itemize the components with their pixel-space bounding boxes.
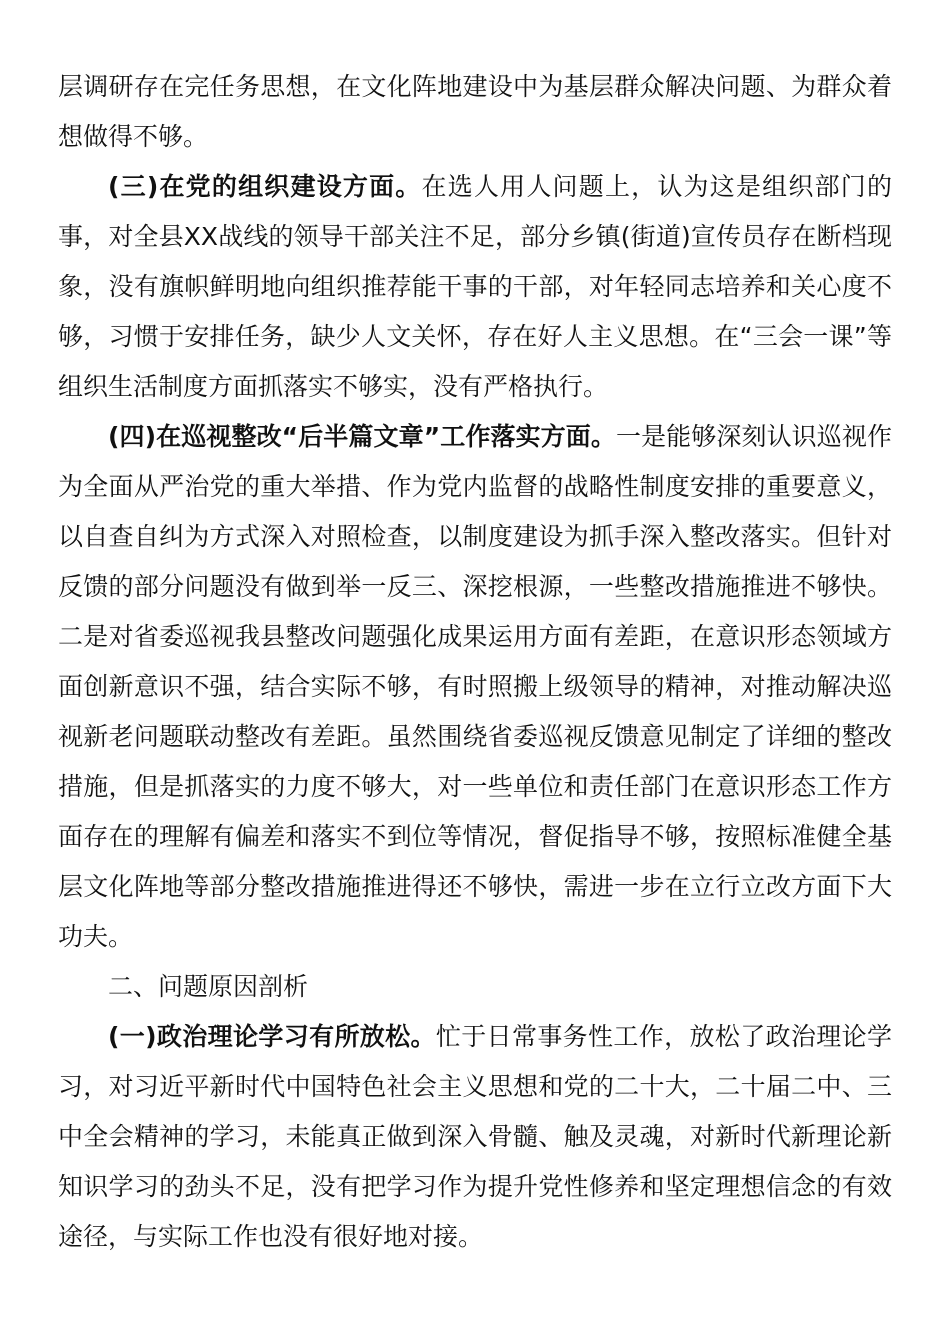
paragraph-body: 在选人用人问题上，认为这是组织部门的事，对全县XX战线的领导干部关注不足，部分乡镇(街道)宣传员存在断档现象，没有旗帜鲜明地向组织推荐能干事的干部，对年轻同志培养和关心度不够，习惯于安排任务，缺少人文关怀，存在好人主义思想。在“三会一课”等组织生活制度方面抓落实不够实，没有严格执行。 [58, 172, 892, 401]
paragraph-political-theory-study [58, 1012, 892, 1262]
paragraph-body: 一是能够深刻认识巡视作为全面从严治党的重大举措、作为党内监督的战略性制度安排的重要意义，以自查自纠为方式深入对照检查，以制度建设为抓手深入整改落实。但针对反馈的部分问题没有做到举一反三、深挖根源，一些整改措施推进不够快。二是对省委巡视我县整改问题强化成果运用方面有差距，在意识形态领域方面创新意识不强，结合实际不够，有时照搬上级领导的精神，对推动解决巡视新老问题联动整改有差距。虽然围绕省委巡视反馈意见制定了详细的整改措施，但是抓落实的力度不够大，对一些单位和责任部门在意识形态工作方面存在的理解有偏差和落实不到位等情况，督促指导不够，按照标准健全基层文化阵地等部分整改措施推进得还不够快，需进一步在立行立改方面下大功夫。 [58, 422, 892, 951]
paragraph-continuation [58, 62, 892, 162]
paragraph-heading: (一)政治理论学习有所放松。 [108, 1022, 436, 1051]
paragraph-body: 层调研存在完任务思想，在文化阵地建设中为基层群众解决问题、为群众着想做得不够。 [58, 72, 892, 151]
section-heading-text: 二、问题原因剖析 [108, 972, 309, 1001]
paragraph-party-organization [58, 162, 892, 412]
paragraph-heading: (三)在党的组织建设方面。 [108, 172, 422, 201]
document-page [58, 62, 892, 1262]
paragraph-inspection-rectification [58, 412, 892, 962]
paragraph-heading: (四)在巡视整改“后半篇文章”工作落实方面。 [108, 422, 616, 451]
paragraph-body: 忙于日常事务性工作，放松了政治理论学习，对习近平新时代中国特色社会主义思想和党的二十大，二十届二中、三中全会精神的学习，未能真正做到深入骨髓、触及灵魂，对新时代新理论新知识学习的劲头不足，没有把学习作为提升党性修养和坚定理想信念的有效途径，与实际工作也没有很好地对接。 [58, 1022, 892, 1251]
section-heading-cause-analysis [58, 962, 892, 1012]
